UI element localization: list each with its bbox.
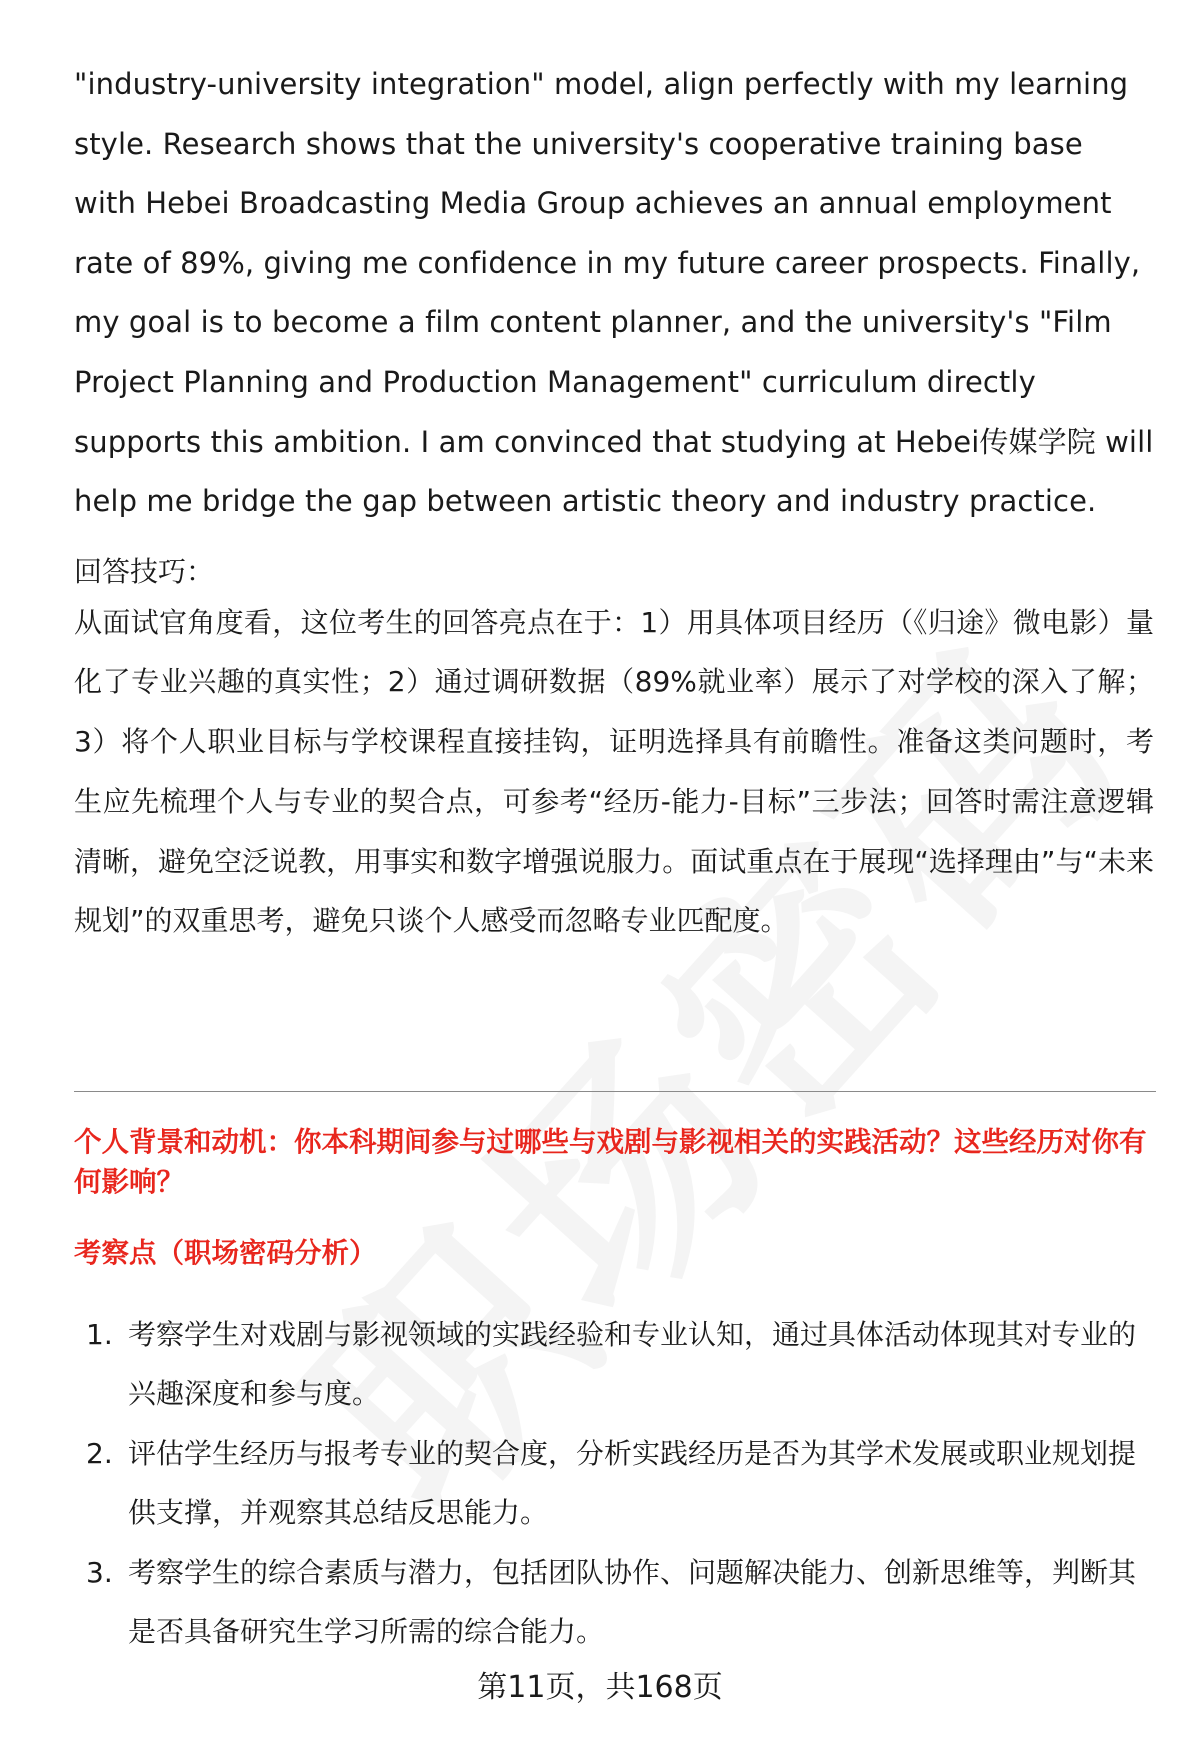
list-item-number: 3. [86, 1556, 113, 1589]
assessment-subtitle: 考察点（职场密码分析） [74, 1237, 377, 1269]
assessment-points [74, 1305, 1156, 1662]
page-footer: 第11页，共168页 [477, 1670, 723, 1705]
document-body [74, 55, 1154, 951]
section-divider [74, 1091, 1156, 1092]
list-item-text: 评估学生经历与报考专业的契合度，分析实践经历是否为其学术发展或职业规划提供支撑，并观察其总结反思能力。 [128, 1437, 1137, 1529]
list-item [74, 1543, 1156, 1661]
tips-body: 从面试官角度看，这位考生的回答亮点在于：1）用具体项目经历（《归途》微电影）量化了专业兴趣的真实性；2）通过调研数据（89%就业率）展示了对学校的深入了解；3）将个人职业目标与学校课程直接挂钩，证明选择具有前瞻性。准备这类问题时，考生应先梳理个人与专业的契合点，可参考“经历-能力-目标”三步法；回答时需注意逻辑清晰，避免空泛说教，用事实和数字增强说服力。面试重点在于展现“选择理由”与“未来规划”的双重思考，避免只谈个人感受而忽略专业匹配度。 [74, 605, 1154, 938]
list-item [74, 1424, 1156, 1542]
tips-label: 回答技巧： [74, 554, 215, 588]
list-item-number: 1. [86, 1318, 113, 1351]
list-item-number: 2. [86, 1437, 113, 1470]
answer-paragraph: "industry-university integration" model, align perfectly with my learning style. Research shows that the university's cooperative training base with Hebei Broadcasting Media Group achieves an annual employment rate of 89%, giving me confidence in my future career prospects. Finally, my goal is to become a film content planner, and the university's "Film Project Planning and Production Management" curriculum directly supports this ambition. I am convinced that studying at Hebei传媒学院 will help me bridge the gap between artistic theory and industry practice. [74, 67, 1154, 519]
list-item-text: 考察学生的综合素质与潜力，包括团队协作、问题解决能力、创新思维等，判断其是否具备研究生学习所需的综合能力。 [128, 1556, 1137, 1648]
list-item [74, 1305, 1156, 1423]
list-item-text: 考察学生对戏剧与影视领域的实践经验和专业认知，通过具体活动体现其对专业的兴趣深度和参与度。 [128, 1318, 1137, 1410]
question-title: 个人背景和动机：你本科期间参与过哪些与戏剧与影视相关的实践活动？这些经历对你有何影响？ [74, 1126, 1147, 1198]
